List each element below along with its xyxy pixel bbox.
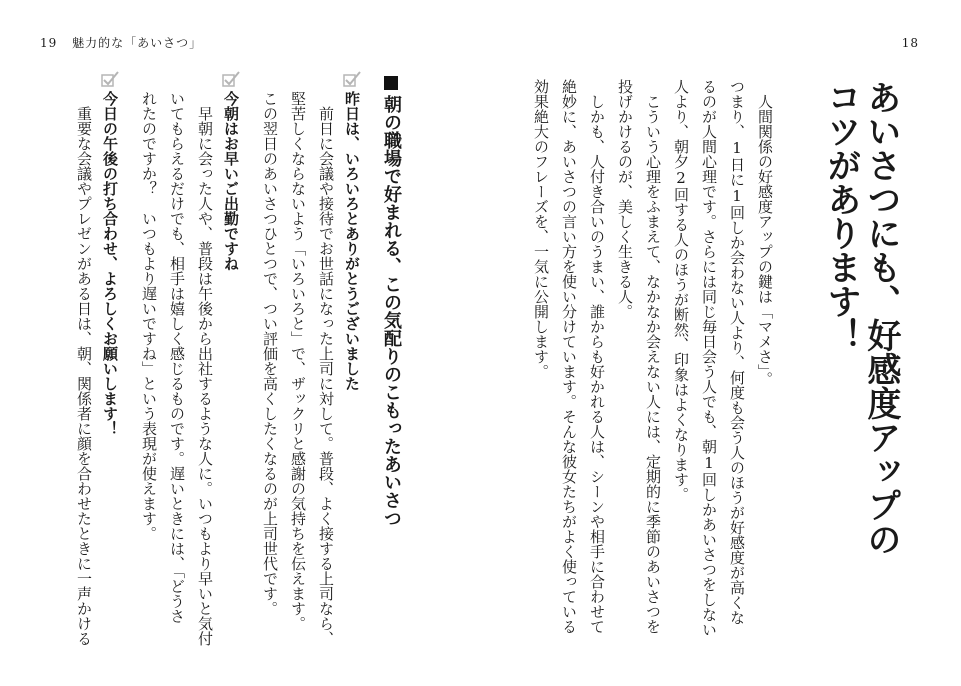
right-body-line: 人より、朝夕2回する人のほうが断然、印象はよくなります。: [672, 79, 690, 502]
checkmark-icon: [101, 71, 119, 87]
left-body-line: この翌日のあいさつひとつで、つい評価を高くしたくなるのが上司世代です。: [261, 91, 279, 616]
section-heading: 朝の職場で好まれる、この気配りのこもったあいさつ: [381, 76, 401, 527]
right-body-line: るのが人間心理です。さらには同じ毎日会う人でも、朝1回しかあいさつをしない: [700, 79, 718, 637]
left-running-header: [40, 36, 202, 50]
phrase-heading: 昨日は、いろいろとありがとうございました: [343, 91, 361, 391]
right-body-line: つまり、1日に1回しか会わない人より、何度も会う人のほうが好感度が高くな: [728, 79, 746, 625]
checkmark-icon: [222, 71, 240, 87]
right-body-line: 投げかけるのが、美しく生きる人。: [616, 79, 634, 319]
checkmark-icon: [343, 71, 361, 87]
right-body-line: しかも、人付き合いのうまい、誰からも好かれる人は、シーンや相手に合わせて: [588, 79, 606, 634]
left-body-line: 早朝に会った人や、普段は午後から出社するような人に。いつもより早いと気付: [196, 91, 214, 646]
phrase-heading: 今日の午後の打ち合わせ、よろしくお願いします！: [101, 91, 119, 436]
page-title-line-1: あいさつにも、好感度アップの: [861, 80, 901, 556]
left-page-number: 19: [40, 36, 58, 50]
left-chapter-title: 魅力的な「あいさつ」: [72, 36, 203, 50]
right-body-line: 効果絶大のフレーズを、一気に公開します。: [532, 79, 550, 379]
left-body-line: 重要な会議やプレゼンがある日は、朝、関係者に顔を合わせたときに一声かける: [75, 91, 93, 646]
right-page-number: 18: [901, 36, 919, 50]
left-body-line: れたのですか？ いつもより遅いですね」という表現が使えます。: [140, 91, 158, 541]
page-title-line-2: コツがあります！: [821, 80, 861, 352]
left-body-line: 前日に会議や接待でお世話になった上司に対して。普段、よく接する上司なら、: [317, 91, 335, 646]
right-body-line: 絶妙に、あいさつの言い方を使い分けています。そんな彼女たちがよく使っている: [560, 79, 578, 634]
square-bullet-icon: [384, 76, 398, 90]
phrase-heading: 今朝はお早いご出勤ですね: [222, 91, 240, 271]
left-body-line: いてもらえるだけでも、相手は嬉しく感じるものです。遅いときには、「どうさ: [168, 91, 186, 624]
right-body-line: 人間関係の好感度アップの鍵は「マメさ」。: [756, 79, 774, 387]
left-body-line: 堅苦しくならないよう「いろいろと」で、ザックリと感謝の気持ちを伝えます。: [289, 91, 307, 631]
right-body-line: こういう心理をふまえて、なかなか会えない人には、定期的に季節のあいさつを: [644, 79, 662, 634]
